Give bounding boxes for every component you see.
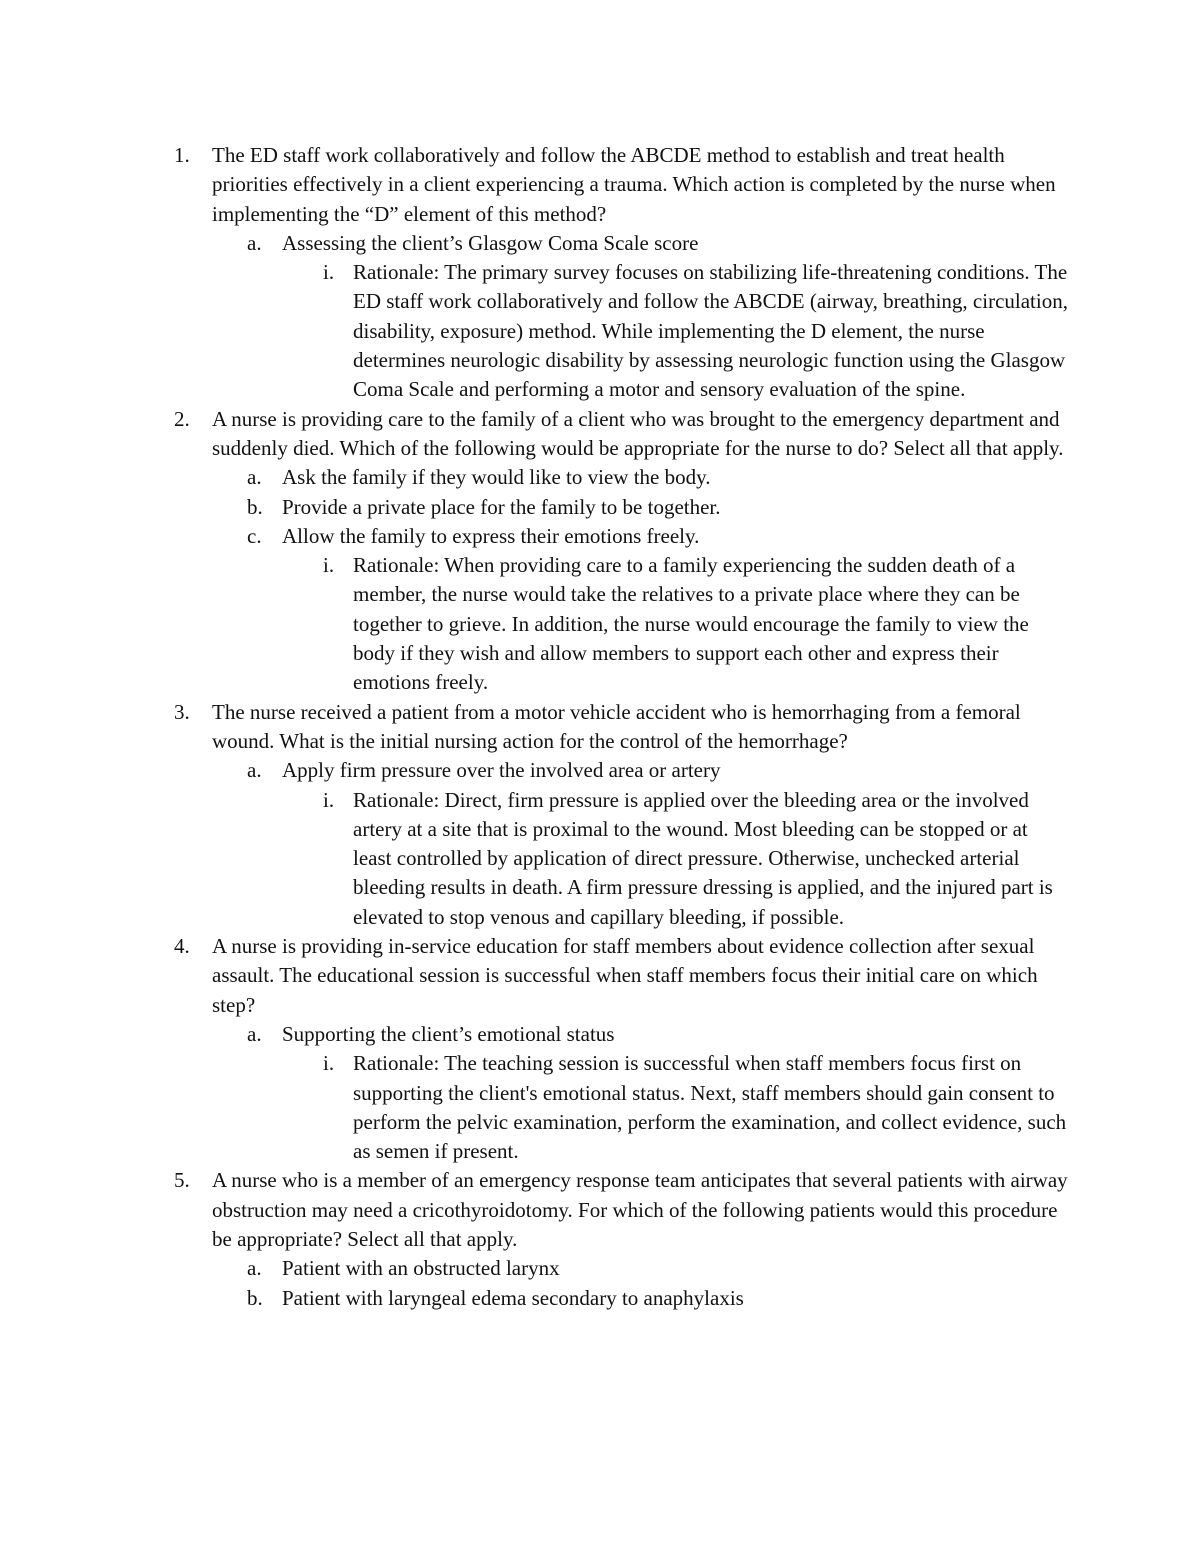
answer-option	[0, 1284, 1200, 1313]
rationale-marker: i.	[323, 787, 335, 812]
option-text: Allow the family to express their emotions freely.	[282, 523, 700, 548]
option-letter: b.	[247, 1285, 263, 1310]
question-4	[0, 932, 1200, 1020]
question-number: 3.	[174, 699, 190, 724]
answer-option	[0, 756, 1200, 785]
rationale	[0, 786, 1200, 932]
option-letter: a.	[247, 230, 262, 255]
rationale-text: Rationale: The primary survey focuses on stabilizing life-threatening conditions. The ED staff work collaboratively and follow the ABCDE (airway, breathing, circulation, disability, exposure) method. While implementing the D element, the nurse determines neurologic disability by assessing neurologic function using the Glasgow Coma Scale and performing a motor and sensory evaluation of the spine.	[353, 260, 1068, 402]
option-letter: a.	[247, 1021, 262, 1046]
answer-option	[0, 493, 1200, 522]
question-2	[0, 405, 1200, 464]
answer-option	[0, 1254, 1200, 1283]
question-3	[0, 698, 1200, 757]
option-letter: a.	[247, 465, 262, 490]
question-text: A nurse is providing care to the family of a client who was brought to the emergency department and suddenly died. Which of the following would be appropriate for the nurse to do? Select all that apply.	[212, 406, 1064, 460]
question-text: The nurse received a patient from a motor vehicle accident who is hemorrhaging from a femoral wound. What is the initial nursing action for the control of the hemorrhage?	[212, 699, 1021, 753]
rationale-marker: i.	[323, 553, 335, 578]
answer-option	[0, 229, 1200, 258]
question-number: 5.	[174, 1168, 190, 1193]
option-letter: a.	[247, 1256, 262, 1281]
option-letter: c.	[247, 523, 262, 548]
rationale-marker: i.	[323, 1051, 335, 1076]
question-list	[0, 141, 1200, 1313]
question-number: 4.	[174, 934, 190, 959]
option-letter: a.	[247, 758, 262, 783]
option-letter: b.	[247, 494, 263, 519]
question-text: A nurse is providing in-service education for staff members about evidence collection after sexual assault. The educational session is successful when staff members focus their initial care on which step?	[212, 934, 1038, 1017]
answer-option	[0, 522, 1200, 551]
option-text: Assessing the client’s Glasgow Coma Scale score	[282, 230, 699, 255]
question-number: 1.	[174, 143, 190, 167]
question-1	[0, 141, 1200, 229]
rationale	[0, 551, 1200, 697]
option-text: Patient with laryngeal edema secondary to anaphylaxis	[282, 1285, 744, 1310]
answer-option	[0, 1020, 1200, 1049]
rationale-text: Rationale: When providing care to a family experiencing the sudden death of a member, the nurse would take the relatives to a private place where they can be together to grieve. In addition, the nurse would encourage the family to view the body if they wish and allow members to support each other and express their emotions freely.	[353, 553, 1029, 695]
rationale-text: Rationale: Direct, firm pressure is applied over the bleeding area or the involved artery at a site that is proximal to the wound. Most bleeding can be stopped or at least controlled by application of direct pressure. Otherwise, unchecked arterial bleeding results in death. A firm pressure dressing is applied, and the injured part is elevated to stop venous and capillary bleeding, if possible.	[353, 787, 1053, 929]
answer-option	[0, 463, 1200, 492]
question-text: The ED staff work collaboratively and follow the ABCDE method to establish and treat health priorities effectively in a client experiencing a trauma. Which action is completed by the nurse when implementing the “D” element of this method?	[212, 143, 1056, 226]
question-text: A nurse who is a member of an emergency response team anticipates that several patients with airway obstruction may need a cricothyroidotomy. For which of the following patients would this procedure be appropriate? Select all that apply.	[212, 1168, 1068, 1251]
rationale-marker: i.	[323, 260, 335, 285]
rationale-text: Rationale: The teaching session is successful when staff members focus first on supporting the client's emotional status. Next, staff members should gain consent to perform the pelvic examination, perform the examination, and collect evidence, such as semen if present.	[353, 1051, 1067, 1164]
option-text: Provide a private place for the family to be together.	[282, 494, 721, 519]
option-text: Ask the family if they would like to view the body.	[282, 465, 711, 490]
rationale	[0, 1049, 1200, 1166]
option-text: Apply firm pressure over the involved area or artery	[282, 758, 721, 783]
question-number: 2.	[174, 406, 190, 431]
option-text: Supporting the client’s emotional status	[282, 1021, 615, 1046]
option-text: Patient with an obstructed larynx	[282, 1256, 560, 1281]
rationale	[0, 258, 1200, 404]
question-5	[0, 1166, 1200, 1254]
